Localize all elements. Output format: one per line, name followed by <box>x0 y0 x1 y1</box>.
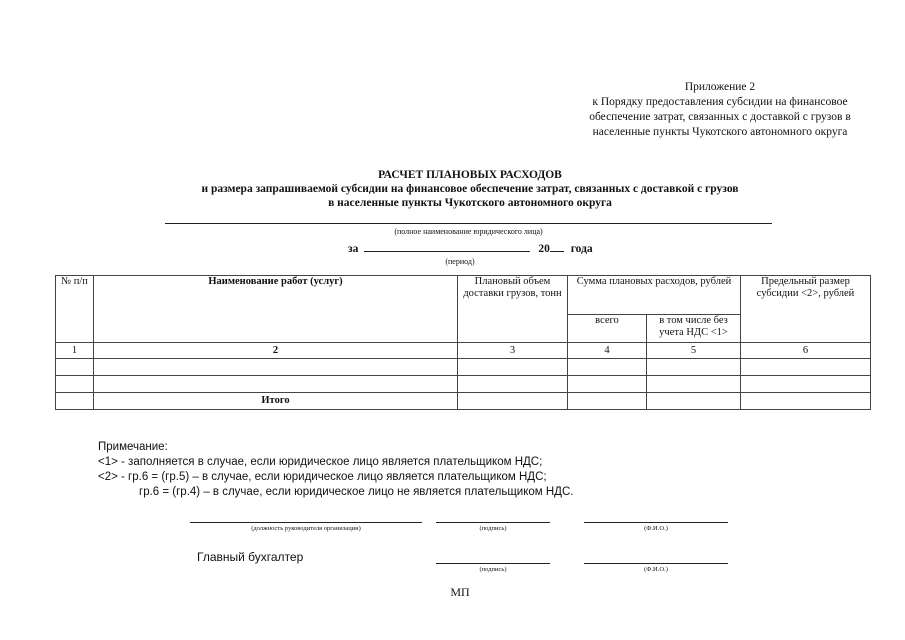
appendix-reference <box>560 80 880 140</box>
table-cell[interactable] <box>56 393 94 410</box>
title-line-1: РАСЧЕТ ПЛАНОВЫХ РАСХОДОВ <box>378 169 562 181</box>
column-numbers-row <box>56 343 871 359</box>
signature-line[interactable] <box>436 522 550 523</box>
appendix-line: обеспечение затрат, связанных с доставкой с грузов в <box>589 111 851 123</box>
chief-signature-caption: (подпись) <box>479 566 507 573</box>
stamp-placeholder: МП <box>450 585 470 599</box>
header-sum-novat: в том числе без учета НДС <1> <box>647 315 741 343</box>
header-sum-total: всего <box>568 315 647 343</box>
column-number: 3 <box>458 343 568 359</box>
table-cell[interactable] <box>56 359 94 376</box>
document-title <box>90 168 850 210</box>
period-row <box>230 240 650 255</box>
header-sum: Сумма плановых расходов, рублей <box>568 276 741 315</box>
chief-fio-line[interactable] <box>584 563 728 564</box>
position-line[interactable] <box>190 522 422 523</box>
column-number: 6 <box>741 343 871 359</box>
table-cell[interactable] <box>568 376 647 393</box>
signature-caption: (подпись) <box>479 525 507 532</box>
header-num: № п/п <box>56 276 94 343</box>
column-number: 4 <box>568 343 647 359</box>
table-row <box>56 376 871 393</box>
position-caption: (должность руководителя организации) <box>251 525 361 532</box>
column-number: 1 <box>56 343 94 359</box>
column-number: 2 <box>94 343 458 359</box>
fio-caption: (Ф.И.О.) <box>644 525 668 532</box>
header-limit: Предельный размер субсидии <2>, рублей <box>741 276 871 343</box>
appendix-line: к Порядку предоставления субсидии на финансовое <box>592 96 848 108</box>
table-cell[interactable] <box>94 376 458 393</box>
table-cell[interactable] <box>568 393 647 410</box>
header-volume: Плановый объем доставки грузов, тонн <box>458 276 568 343</box>
table-cell[interactable] <box>56 376 94 393</box>
note-3: гр.6 = (гр.4) – в случае, если юридическое лицо не является плательщиком НДС. <box>139 486 574 498</box>
table-cell[interactable] <box>568 359 647 376</box>
period-prefix: за <box>348 243 359 255</box>
chief-fio-caption: (Ф.И.О.) <box>644 566 668 573</box>
entity-name-line[interactable] <box>165 223 772 224</box>
table-row <box>56 359 871 376</box>
calculation-table <box>55 275 871 410</box>
total-row <box>56 393 871 410</box>
period-blank-field[interactable] <box>364 240 530 252</box>
title-line-2: и размера запрашиваемой субсидии на финансовое обеспечение затрат, связанных с доставкой с грузов <box>201 183 739 195</box>
appendix-line: населенные пункты Чукотского автономного округа <box>592 126 848 138</box>
table-cell[interactable] <box>647 359 741 376</box>
appendix-line: Приложение 2 <box>684 81 756 93</box>
table-cell[interactable] <box>647 393 741 410</box>
header-name: Наименование работ (услуг) <box>94 276 458 343</box>
chief-accountant-label: Главный бухгалтер <box>197 550 304 564</box>
entity-caption: (полное наименование юридического лица) <box>394 227 543 236</box>
total-label: Итого <box>94 393 458 410</box>
note-2: <2> - гр.6 = (гр.5) – в случае, если юридическое лицо является плательщиком НДС; <box>98 471 547 483</box>
table-cell[interactable] <box>94 359 458 376</box>
period-year-blank[interactable] <box>550 240 564 252</box>
period-suffix: года <box>570 243 593 255</box>
notes-section <box>98 440 573 500</box>
column-number: 5 <box>647 343 741 359</box>
note-1: <1> - заполняется в случае, если юридическое лицо является плательщиком НДС; <box>98 456 543 468</box>
table-cell[interactable] <box>458 376 568 393</box>
chief-signature-line[interactable] <box>436 563 550 564</box>
table-cell[interactable] <box>741 359 871 376</box>
table-cell[interactable] <box>647 376 741 393</box>
table-cell[interactable] <box>741 393 871 410</box>
period-year-prefix: 20 <box>538 243 550 255</box>
notes-heading: Примечание: <box>98 441 168 453</box>
table-cell[interactable] <box>741 376 871 393</box>
table-cell[interactable] <box>458 393 568 410</box>
fio-line[interactable] <box>584 522 728 523</box>
table-cell[interactable] <box>458 359 568 376</box>
title-line-3: в населенные пункты Чукотского автономного округа <box>328 197 612 209</box>
period-caption: (период) <box>445 257 475 266</box>
